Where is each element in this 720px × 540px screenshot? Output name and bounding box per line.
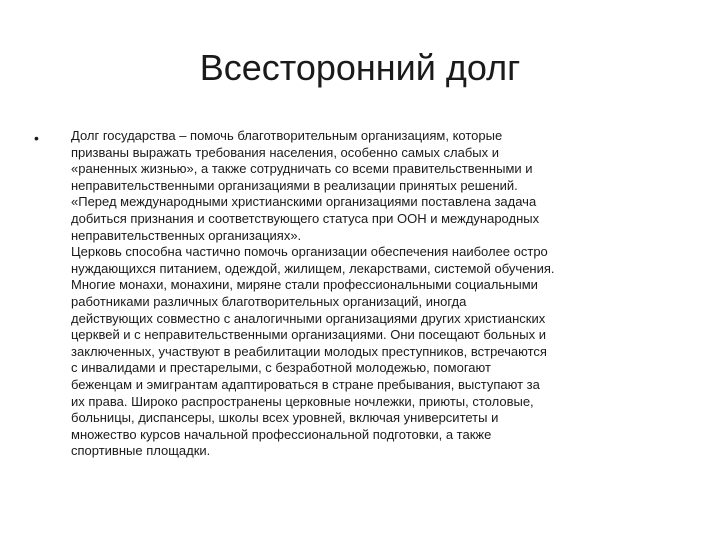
paragraph-line: спортивные площадки. <box>71 443 211 459</box>
paragraph-line: работниками различных благотворительных организаций, иногда <box>71 293 467 309</box>
paragraph-line: нуждающихся питанием, одеждой, жилищем, лекарствами, системой обучения. <box>71 260 555 276</box>
paragraph-line: добиться признания и соответствующего статуса при ООН и международных <box>71 210 540 226</box>
paragraph-line: церквей и с неправительственными организациями. Они посещают больных и <box>71 327 547 343</box>
paragraph-line: множество курсов начальной профессиональной подготовки, а также <box>71 426 492 442</box>
paragraph-line: с инвалидами и престарелыми, с безработной молодежью, помогают <box>71 360 491 376</box>
paragraph-line: Многие монахи, монахини, миряне стали профессиональными социальными <box>71 277 538 293</box>
paragraph-line: заключенных, участвуют в реабилитации молодых преступников, встречаются <box>71 343 547 359</box>
paragraph-line: больницы, диспансеры, школы всех уровней, включая университеты и <box>71 410 499 426</box>
bullet-marker: • <box>34 130 39 146</box>
slide-title: Всесторонний долг <box>199 47 521 88</box>
paragraph-line: «раненных жизнью», а также сотрудничать со всеми правительственными и <box>71 161 533 177</box>
paragraph-line: их права. Широко распространены церковные ночлежки, приюты, столовые, <box>71 393 534 409</box>
paragraph-line: неправительственных организациях». <box>71 227 302 243</box>
paragraph-line: беженцам и эмигрантам адаптироваться в стране пребывания, выступают за <box>71 376 540 392</box>
paragraph-line: действующих совместно с аналогичными организациями других христианских <box>71 310 546 326</box>
paragraph-line: неправительственными организациями в реализации принятых решений. <box>71 177 518 193</box>
paragraph-line: Церковь способна частично помочь организации обеспечения наиболее остро <box>71 244 548 260</box>
paragraph-line: призваны выражать требования населения, особенно самых слабых и <box>71 144 499 160</box>
bullet-paragraph <box>71 128 691 460</box>
paragraph-line: Долг государства – помочь благотворительным организациям, которые <box>71 128 503 143</box>
paragraph-line: «Перед международными христианскими организациями поставлена задача <box>71 194 537 210</box>
